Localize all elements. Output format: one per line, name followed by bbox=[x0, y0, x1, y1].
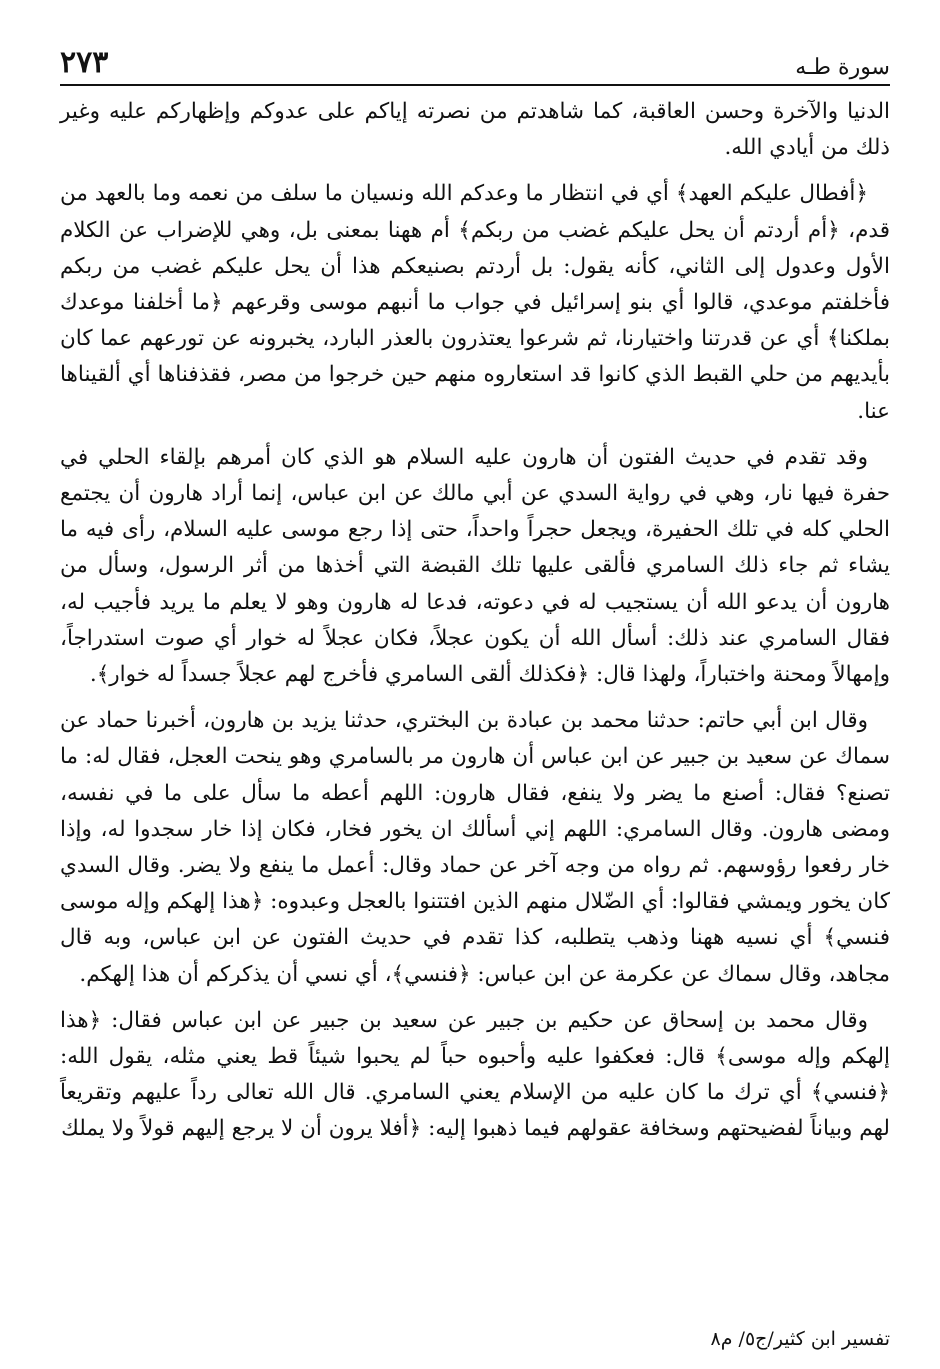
body-text bbox=[60, 94, 890, 1148]
book-page bbox=[60, 40, 890, 1350]
paragraph: وقال ابن أبي حاتم: حدثنا محمد بن عبادة بن البختري، حدثنا يزيد بن هارون، أخبرنا حماد عن سماك عن سعيد بن جبير عن ابن عباس أن هارون مر بالسامري وهو ينحت العجل، فقال له: ما تصنع؟ فقال: أصنع ما يضر ولا ينفع، فقال هارون: اللهم أعطه ما سأل على ما في نفسه، ومضى هارون. وقال السامري: اللهم إني أسألك ان يخور فخار، فكان إذا خار سجدوا له، وإذا خار رفعوا رؤوسهم. ثم رواه من وجه آخر عن حماد وقال: أعمل ما ينفع ولا يضر. وقال السدي كان يخور ويمشي فقالوا: أي الضّلال منهم الذين افتتنوا بالعجل وعبدوه: ﴿هذا إلهكم وإله موسى فنسي﴾ أي نسيه ههنا وذهب يتطلبه، كذا تقدم في حديث الفتون عن ابن عباس، وبه قال مجاهد، وقال سماك عن عكرمة عن ابن عباس: ﴿فنسي﴾، أي نسي أن يذكركم أن هذا إلهكم. bbox=[60, 708, 890, 987]
page-header bbox=[60, 40, 890, 86]
sura-title: سورة طـه bbox=[795, 55, 890, 80]
paragraph: ﴿أفطال عليكم العهد﴾ أي في انتظار ما وعدكم الله ونسيان ما سلف من نعمه وما بالعهد من قدم، ﴿أم أردتم أن يحل عليكم غضب من ربكم﴾ أم ههنا بمعنى بل، وهي للإضراب عن الكلام الأول وعدول إلى الثاني، كأنه يقول: بل أردتم بصنيعكم هذا أن يحل عليكم غضب من ربكم فأخلفتم موعدي، قالوا أي بنو إسرائيل في جواب ما أنبهم موسى وقرعهم ﴿ما أخلفنا موعدك بملكنا﴾ أي عن قدرتنا واختيارنا، ثم شرعوا يعتذرون بالعذر البارد، يخبرونه عن تورعهم عما كان بأيديهم من حلي القبط الذي كانوا قد استعاروه منهم حين خرجوا من مصر، فقذفناها أي ألقيناها عنا. bbox=[60, 181, 890, 424]
page-footer-signature: تفسير ابن كثير/ج٥/ م٨ bbox=[710, 1328, 890, 1350]
paragraph: الدنيا والآخرة وحسن العاقبة، كما شاهدتم من نصرته إياكم على عدوكم وإظهاركم عليه وغير ذلك من أيادي الله. bbox=[60, 99, 890, 161]
paragraph: وقد تقدم في حديث الفتون أن هارون عليه السلام هو الذي كان أمرهم بإلقاء الحلي في حفرة فيها نار، وهي في رواية السدي عن أبي مالك عن ابن عباس، إنما أراد هارون أن يجتمع الحلي كله في تلك الحفيرة، ويجعل حجراً واحداً، حتى إذا رجع موسى عليه السلام، رأى فيه ما يشاء ثم جاء ذلك السامري فألقى عليها تلك القبضة التي أخذها من أثر الرسول، وسأل من هارون أن يدعو الله أن يستجيب له في دعوته، فدعا له هارون وهو لا يعلم ما يريد فأجيب له، فقال السامري عند ذلك: أسأل الله أن يكون عجلاً، فكان عجلاً له خوار أي صوت استدراجاً، وإمهالاً ومحنة واختباراً، ولهذا قال: ﴿فكذلك ألقى السامري فأخرج لهم عجلاً جسداً له خوار﴾. bbox=[60, 444, 890, 688]
paragraph: وقال محمد بن إسحاق عن حكيم بن جبير عن سعيد بن جبير عن ابن عباس فقال: ﴿هذا إلهكم وإله موسى﴾ قال: فعكفوا عليه وأحبوه حباً لم يحبوا شيئاً قط يعني مثله، يقول الله: ﴿فنسي﴾ أي ترك ما كان عليه من الإسلام يعني السامري. قال الله تعالى رداً عليهم وتقريعاً لهم وبياناً لفضيحتهم وسخافة عقولهم فيما ذهبوا إليه: ﴿أفلا يرون أن لا يرجع إليهم قولاً ولا يملك bbox=[60, 1007, 890, 1142]
page-number: ٢٧٣ bbox=[60, 45, 109, 80]
